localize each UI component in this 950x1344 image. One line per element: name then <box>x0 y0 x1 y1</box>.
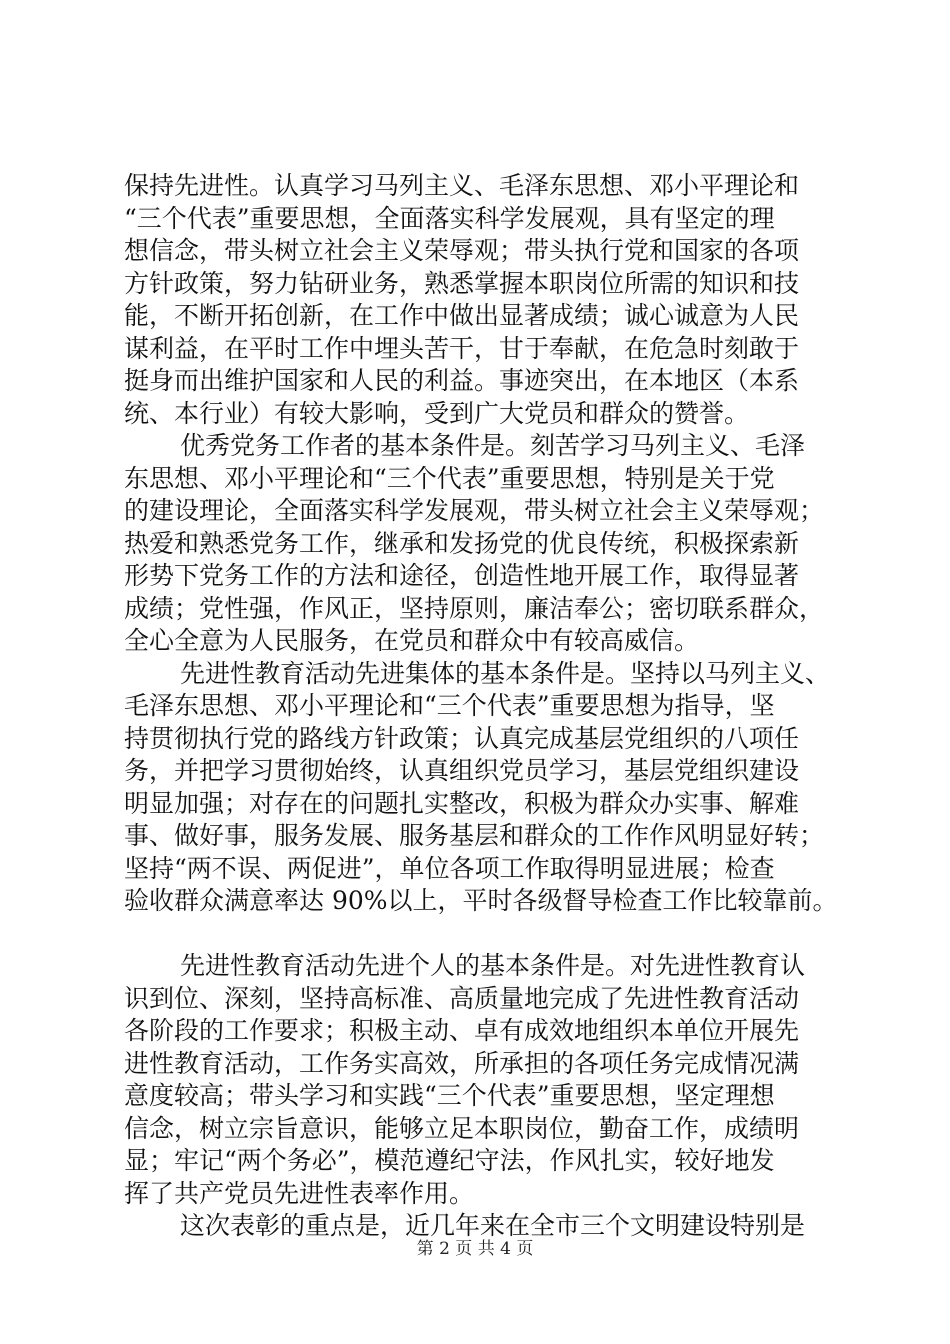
paragraph-first-line: 这次表彰的重点是，近几年来在全市三个文明建设特别是 <box>180 1211 806 1240</box>
text-line: 意度较高；带头学习和实践“三个代表”重要思想，坚定理想 <box>124 1081 775 1110</box>
paragraph-first-line: 优秀党务工作者的基本条件是。刻苦学习马列主义、毛泽 <box>180 431 806 460</box>
document-body <box>124 170 836 1243</box>
text-line: 想信念，带头树立社会主义荣辱观；带头执行党和国家的各项 <box>124 236 800 265</box>
page-footer: 第 2 页 共 4 页 <box>416 1239 534 1259</box>
text-line: 各阶段的工作要求；积极主动、卓有成效地组织本单位开展先 <box>124 1016 800 1045</box>
text-line: 事、做好事，服务发展、服务基层和群众的工作作风明显好转； <box>124 821 825 850</box>
text-line: 明显加强；对存在的问题扎实整改，积极为群众办实事、解难 <box>124 788 800 818</box>
text-line: 热爱和熟悉党务工作，继承和发扬党的优良传统，积极探索新 <box>124 528 800 558</box>
text-line: 东思想、邓小平理论和“三个代表”重要思想，特别是关于党 <box>124 463 775 493</box>
text-line: 谋利益，在平时工作中埋头苦干，甘于奉献，在危急时刻敢于 <box>124 333 800 363</box>
text-line: 持贯彻执行党的路线方针政策；认真完成基层党组织的八项任 <box>124 723 800 753</box>
text-line: 成绩；党性强，作风正，坚持原则，廉洁奉公；密切联系群众， <box>124 593 825 623</box>
text-line: 能，不断开拓创新，在工作中做出显著成绩；诚心诚意为人民 <box>124 301 800 330</box>
text-line: 信念，树立宗旨意识，能够立足本职岗位，勤奋工作，成绩明 <box>124 1113 800 1143</box>
text-line: 的建设理论，全面落实科学发展观，带头树立社会主义荣辱观； <box>124 496 825 525</box>
text-line: 全心全意为人民服务，在党员和群众中有较高威信。 <box>124 626 700 655</box>
paragraph-first-line: 先进性教育活动先进集体的基本条件是。坚持以马列主义、 <box>180 658 831 688</box>
text-line: 显；牢记“两个务必”，模范遵纪守法，作风扎实，较好地发 <box>124 1146 775 1175</box>
text-line: 挥了共产党员先进性表率作用。 <box>124 1178 475 1208</box>
text-line: 毛泽东思想、邓小平理论和“三个代表”重要思想为指导，坚 <box>124 691 775 720</box>
text-line: 挺身而出维护国家和人民的利益。事迹突出，在本地区（本系 <box>124 366 800 395</box>
blank-line <box>124 918 836 951</box>
paragraph-first-line: 先进性教育活动先进个人的基本条件是。对先进性教育认 <box>180 951 806 980</box>
text-line: 进性教育活动，工作务实高效，所承担的各项任务完成情况满 <box>124 1048 800 1078</box>
text-line: 统、本行业）有较大影响，受到广大党员和群众的赞誉。 <box>124 398 750 428</box>
text-line: 坚持“两不误、两促进”，单位各项工作取得明显进展；检查 <box>124 853 775 883</box>
text-line: 形势下党务工作的方法和途径，创造性地开展工作，取得显著 <box>124 561 800 590</box>
text-line: 保持先进性。认真学习马列主义、毛泽东思想、邓小平理论和 <box>124 171 800 200</box>
text-line: 验收群众满意率达 90%以上，平时各级督导检查工作比较靠前。 <box>124 886 838 915</box>
text-line: 务，并把学习贯彻始终，认真组织党员学习，基层党组织建设 <box>124 756 800 785</box>
text-line: “三个代表”重要思想，全面落实科学发展观，具有坚定的理 <box>124 203 775 233</box>
text-line: 方针政策，努力钻研业务，熟悉掌握本职岗位所需的知识和技 <box>124 268 800 298</box>
text-line: 识到位、深刻，坚持高标准、高质量地完成了先进性教育活动 <box>124 983 800 1013</box>
